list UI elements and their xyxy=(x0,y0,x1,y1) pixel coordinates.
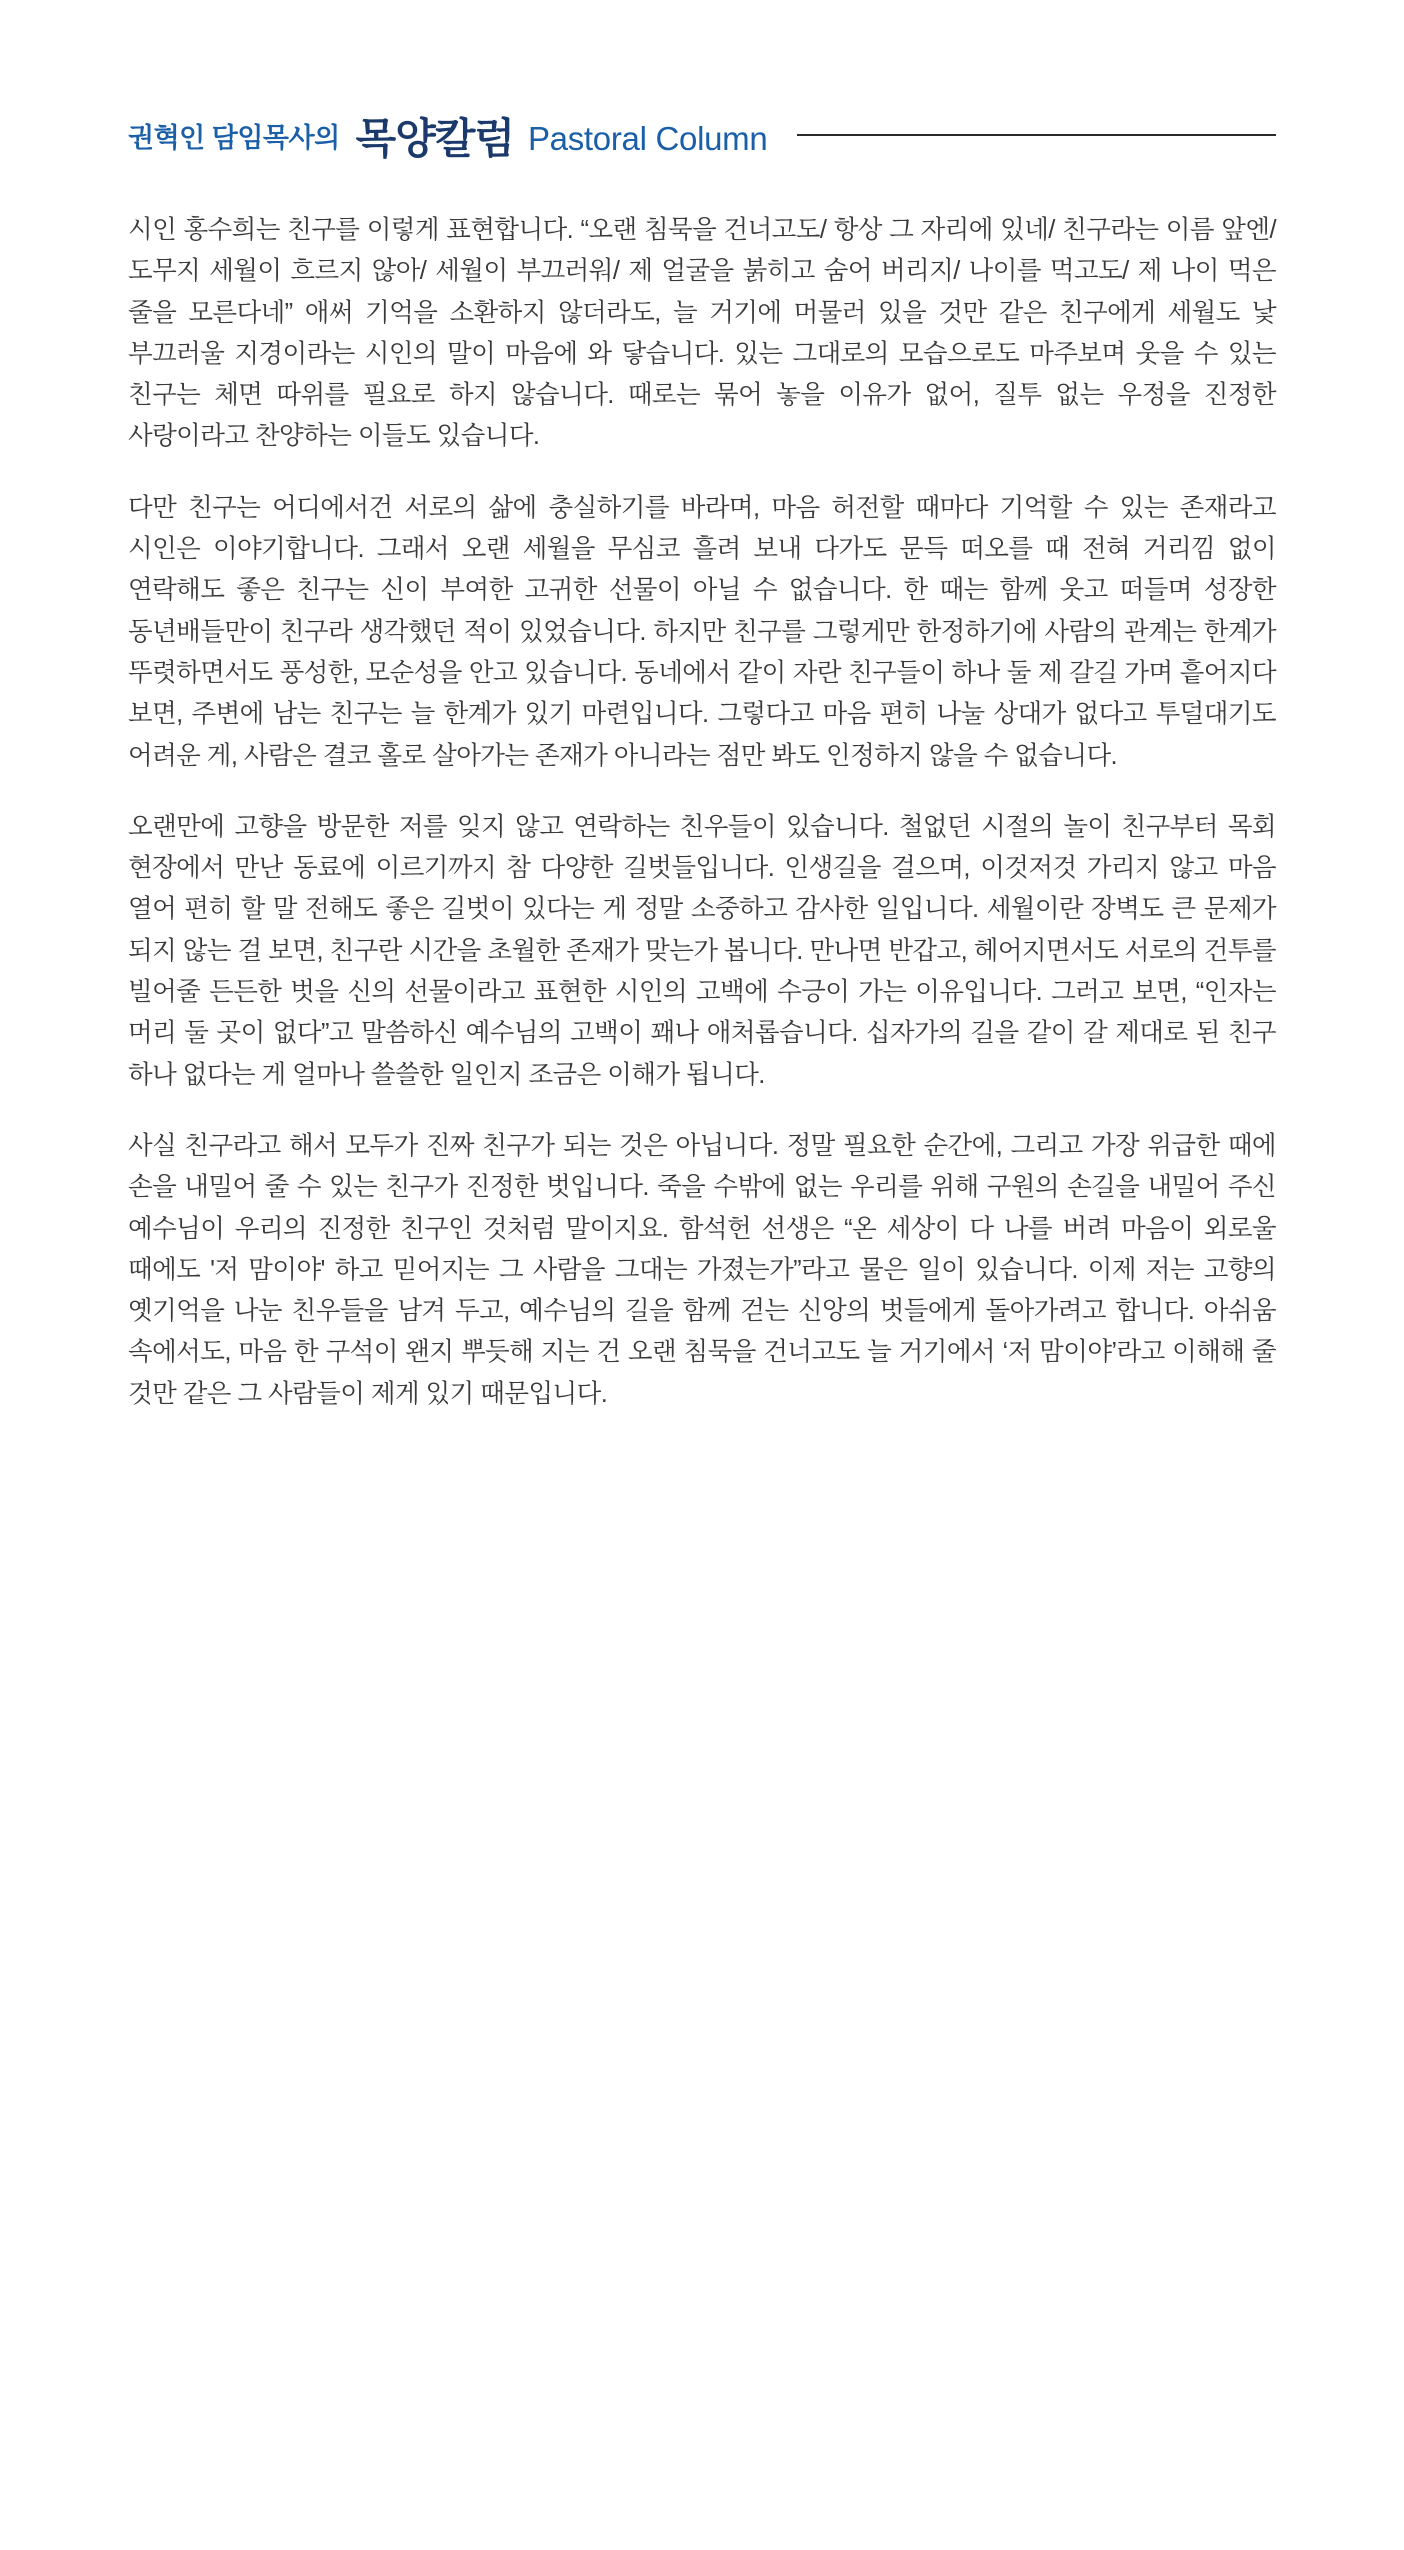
article-body xyxy=(0,162,1404,1475)
article-paragraph: 오랜만에 고향을 방문한 저를 잊지 않고 연락하는 친우들이 있습니다. 철없던 시절의 놀이 친구부터 목회 현장에서 만난 동료에 이르기까지 참 다양한 길벗들입니다. 인생길을 걸으며, 이것저것 가리지 않고 마음 열어 편히 할 말 전해도 좋은 길벗이 있다는 게 정말 소중하고 감사한 일입니다. 세월이란 장벽도 큰 문제가 되지 않는 걸 보면, 친구란 시간을 초월한 존재가 맞는가 봅니다. 만나면 반갑고, 헤어지면서도 서로의 건투를 빌어줄 든든한 벗을 신의 선물이라고 표현한 시인의 고백에 수긍이 가는 이유입니다. 그러고 보면, “인자는 머리 둘 곳이 없다”고 말씀하신 예수님의 고백이 꽤나 애처롭습니다. 십자가의 길을 같이 갈 제대로 된 친구 하나 없다는 게 얼마나 쓸쓸한 일인지 조금은 이해가 됩니다. xyxy=(128,812,1276,1089)
article-paragraph: 시인 홍수희는 친구를 이렇게 표현합니다. “오랜 침묵을 건너고도/ 항상 그 자리에 있네/ 친구라는 이름 앞엔/ 도무지 세월이 흐르지 않아/ 세월이 부끄러워/ 제 얼굴을 붉히고 숨어 버리지/ 나이를 먹고도/ 제 나이 먹은 줄을 모른다네” 애써 기억을 소환하지 않더라도, 늘 거기에 머물러 있을 것만 같은 친구에게 세월도 낯 부끄러울 지경이라는 시인의 말이 마음에 와 닿습니다. 있는 그대로의 모습으로도 마주보며 웃을 수 있는 친구는 체면 따위를 필요로 하지 않습니다. 때로는 묶어 놓을 이유가 없어, 질투 없는 우정을 진정한 사랑이라고 찬양하는 이들도 있습니다. xyxy=(128,216,1276,451)
article-paragraph: 사실 친구라고 해서 모두가 진짜 친구가 되는 것은 아닙니다. 정말 필요한 순간에, 그리고 가장 위급한 때에 손을 내밀어 줄 수 있는 친구가 진정한 벗입니다. 죽을 수밖에 없는 우리를 위해 구원의 손길을 내밀어 주신 예수님이 우리의 진정한 친구인 것처럼 말이지요. 함석헌 선생은 “온 세상이 다 나를 버려 마음이 외로울 때에도 '저 맘이야' 하고 믿어지는 그 사람을 그대는 가졌는가”라고 물은 일이 있습니다. 이제 저는 고향의 옛기억을 나눈 친우들을 남겨 두고, 예수님의 길을 함께 걷는 신앙의 벗들에게 돌아가려고 합니다. 아쉬움 속에서도, 마음 한 구석이 왠지 뿌듯해 지는 건 오랜 침묵을 건너고도 늘 거기에서 ‘저 맘이야’라고 이해해 줄 것만 같은 그 사람들이 제게 있기 때문입니다. xyxy=(128,1131,1276,1408)
column-title-korean: 목양칼럼 xyxy=(355,115,514,162)
header-divider-line xyxy=(797,134,1276,136)
column-header xyxy=(0,0,1404,162)
pastor-name-label: 권혁인 담임목사의 xyxy=(128,122,340,153)
column-title-english: Pastoral Column xyxy=(527,120,768,157)
article-paragraph: 다만 친구는 어디에서건 서로의 삶에 충실하기를 바라며, 마음 허전할 때마다 기억할 수 있는 존재라고 시인은 이야기합니다. 그래서 오랜 세월을 무심코 흘려 보내 다가도 문득 떠오를 때 전혀 거리낌 없이 연락해도 좋은 친구는 신이 부여한 고귀한 선물이 아닐 수 없습니다. 한 때는 함께 웃고 떠들며 성장한 동년배들만이 친구라 생각했던 적이 있었습니다. 하지만 친구를 그렇게만 한정하기에 사람의 관계는 한계가 뚜렷하면서도 풍성한, 모순성을 안고 있습니다. 동네에서 같이 자란 친구들이 하나 둘 제 갈길 가며 흩어지다 보면, 주변에 남는 친구는 늘 한계가 있기 마련입니다. 그렇다고 마음 편히 나눌 상대가 없다고 투덜대기도 어려운 게, 사람은 결코 홀로 살아가는 존재가 아니라는 점만 봐도 인정하지 않을 수 없습니다. xyxy=(128,493,1276,770)
